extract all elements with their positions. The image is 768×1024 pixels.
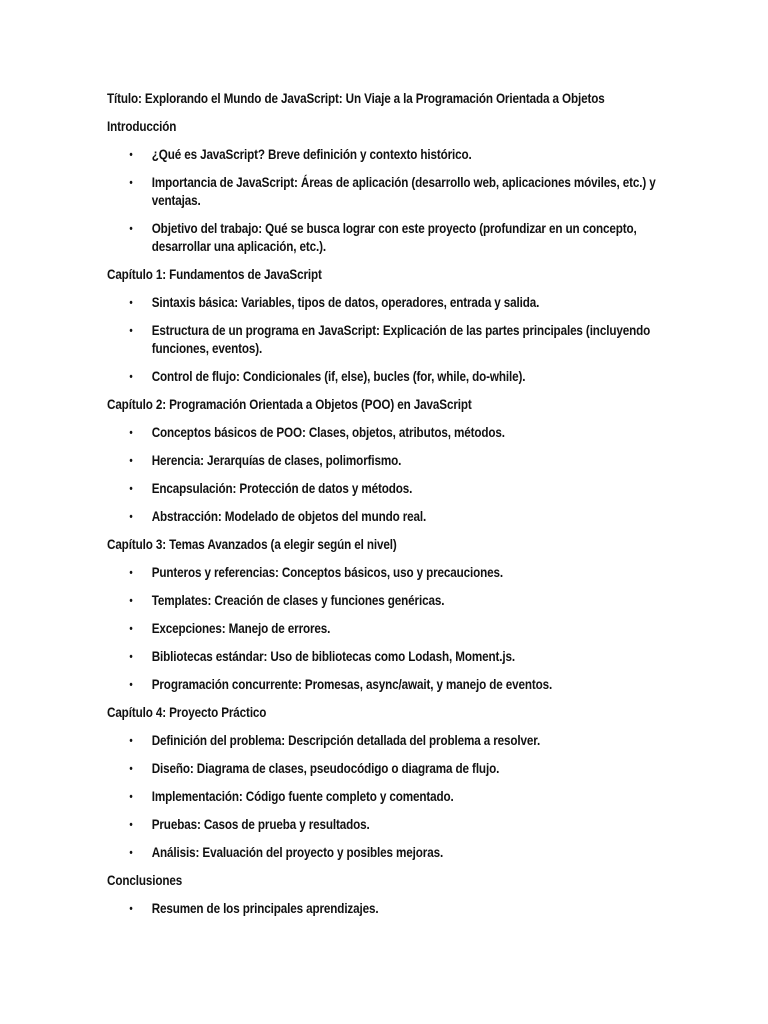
list-item-text: Resumen de los principales aprendizajes. (151, 901, 379, 916)
bullet-icon: • (129, 223, 133, 235)
list-item-text: Encapsulación: Protección de datos y métodos. (151, 481, 413, 496)
document-sections (107, 118, 666, 918)
bullet-icon: • (129, 483, 133, 495)
list-item (107, 424, 666, 442)
section-heading: Capítulo 2: Programación Orientada a Objetos (POO) en JavaScript (107, 397, 472, 412)
bullet-icon: • (129, 325, 133, 337)
list-item-text: Implementación: Código fuente completo y comentado. (151, 789, 454, 804)
list-item (107, 452, 666, 470)
document-body (107, 90, 666, 928)
section-heading: Introducción (107, 119, 177, 134)
section-heading: Conclusiones (107, 873, 183, 888)
bullet-icon: • (129, 735, 133, 747)
bullet-icon: • (129, 847, 133, 859)
list-item (107, 592, 666, 610)
bullet-list (107, 424, 666, 526)
bullet-list (107, 564, 666, 694)
section-heading: Capítulo 3: Temas Avanzados (a elegir según el nivel) (107, 537, 397, 552)
bullet-icon: • (129, 651, 133, 663)
list-item-text: Excepciones: Manejo de errores. (151, 621, 331, 636)
bullet-list (107, 146, 666, 256)
bullet-icon: • (129, 177, 133, 189)
list-item-text: Pruebas: Casos de prueba y resultados. (151, 817, 370, 832)
list-item-text: Análisis: Evaluación del proyecto y posibles mejoras. (151, 845, 444, 860)
list-item (107, 760, 666, 778)
bullet-icon: • (129, 791, 133, 803)
bullet-list (107, 294, 666, 386)
list-item (107, 508, 666, 526)
bullet-icon: • (129, 763, 133, 775)
document-title: Título: Explorando el Mundo de JavaScript: Un Viaje a la Programación Orientada a Objetos (107, 91, 605, 106)
list-item (107, 844, 666, 862)
bullet-icon: • (129, 371, 133, 383)
list-item (107, 648, 666, 666)
list-item-text: Bibliotecas estándar: Uso de bibliotecas como Lodash, Moment.js. (151, 649, 516, 664)
list-item-text: Templates: Creación de clases y funciones genéricas. (151, 593, 445, 608)
list-item (107, 322, 666, 358)
bullet-list (107, 900, 666, 918)
list-item-text: Control de flujo: Condicionales (if, else), bucles (for, while, do-while). (151, 369, 526, 384)
list-item-text: Abstracción: Modelado de objetos del mundo real. (151, 509, 427, 524)
bullet-icon: • (129, 149, 133, 161)
list-item-text: Objetivo del trabajo: Qué se busca lograr con este proyecto (profundizar en un concepto, desarrollar una aplicación, etc.). (151, 221, 637, 254)
list-item-text: Punteros y referencias: Conceptos básicos, uso y precauciones. (151, 565, 504, 580)
list-item (107, 220, 666, 256)
list-item-text: ¿Qué es JavaScript? Breve definición y contexto histórico. (151, 147, 472, 162)
bullet-icon: • (129, 819, 133, 831)
list-item (107, 146, 666, 164)
list-item-text: Estructura de un programa en JavaScript: Explicación de las partes principales (incluyendo funciones, eventos). (151, 323, 651, 356)
bullet-list (107, 732, 666, 862)
list-item-text: Conceptos básicos de POO: Clases, objetos, atributos, métodos. (151, 425, 505, 440)
bullet-icon: • (129, 511, 133, 523)
list-item-text: Programación concurrente: Promesas, async/await, y manejo de eventos. (151, 677, 553, 692)
list-item-text: Herencia: Jerarquías de clases, polimorfismo. (151, 453, 402, 468)
list-item-text: Definición del problema: Descripción detallada del problema a resolver. (151, 733, 541, 748)
list-item-text: Sintaxis básica: Variables, tipos de datos, operadores, entrada y salida. (151, 295, 540, 310)
bullet-icon: • (129, 297, 133, 309)
list-item (107, 676, 666, 694)
list-item (107, 620, 666, 638)
list-item (107, 294, 666, 312)
list-item (107, 900, 666, 918)
list-item (107, 816, 666, 834)
section-heading: Capítulo 1: Fundamentos de JavaScript (107, 267, 322, 282)
bullet-icon: • (129, 595, 133, 607)
list-item (107, 480, 666, 498)
list-item (107, 732, 666, 750)
list-item (107, 174, 666, 210)
section-heading: Capítulo 4: Proyecto Práctico (107, 705, 267, 720)
list-item (107, 564, 666, 582)
bullet-icon: • (129, 567, 133, 579)
list-item (107, 788, 666, 806)
list-item-text: Diseño: Diagrama de clases, pseudocódigo o diagrama de flujo. (151, 761, 500, 776)
bullet-icon: • (129, 455, 133, 467)
bullet-icon: • (129, 427, 133, 439)
bullet-icon: • (129, 903, 133, 915)
bullet-icon: • (129, 679, 133, 691)
list-item (107, 368, 666, 386)
list-item-text: Importancia de JavaScript: Áreas de aplicación (desarrollo web, aplicaciones móviles, etc.) y ventajas. (151, 175, 656, 208)
bullet-icon: • (129, 623, 133, 635)
